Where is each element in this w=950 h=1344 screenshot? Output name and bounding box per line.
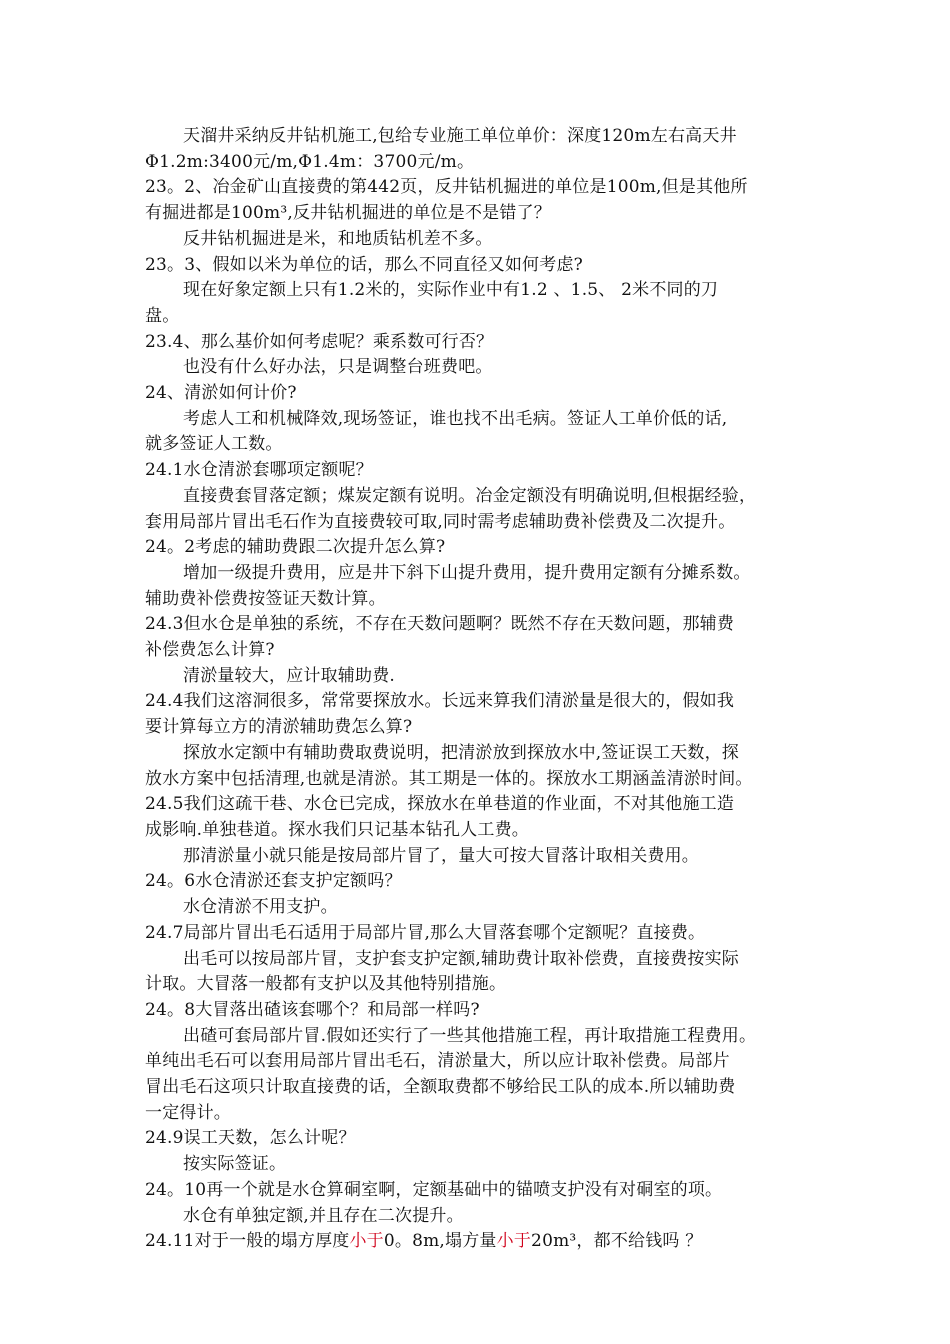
- text-line: 单纯出毛石可以套用局部片冒出毛石，清淤量大，所以应计取补偿费。局部片: [145, 1051, 730, 1072]
- answer-line: 水仓清淤不用支护。: [183, 897, 338, 918]
- text-line: 计取。大冒落一般都有支护以及其他特别措施。: [145, 974, 507, 995]
- text-line: 一定得计。: [145, 1102, 231, 1123]
- answer-line: 直接费套冒落定额；煤炭定额有说明。冶金定额没有明确说明,但根据经验，: [183, 485, 757, 506]
- text-line: 辅助费补偿费按签证天数计算。: [145, 588, 386, 609]
- text-segment: 0。8m,塌方量: [383, 1231, 497, 1252]
- text-line: 24。6水仓清淤还套支护定额吗？: [145, 871, 402, 892]
- answer-line: 水仓有单独定额,并且存在二次提升。: [183, 1205, 464, 1226]
- highlighted-text: 小于: [496, 1231, 532, 1252]
- text-line: 24.1水仓清淤套哪项定额呢？: [145, 460, 373, 481]
- answer-line: 天溜井采纳反井钻机施工,包给专业施工单位单价：深度120m左右高天井: [183, 126, 737, 146]
- answer-line: 现在好象定额上只有1.2米的，实际作业中有1.2 、1.5、 2米不同的刀: [183, 280, 719, 301]
- text-line: 成影响.单独巷道。探水我们只记基本钻孔人工费。: [145, 819, 530, 840]
- text-segment: 24.11对于一般的塌方厚度: [145, 1231, 350, 1252]
- text-line: 套用局部片冒出毛石作为直接费较可取,同时需考虑辅助费补偿费及二次提升。: [145, 511, 736, 532]
- text-line: 要计算每立方的清淤辅助费怎么算?: [145, 717, 413, 738]
- text-line: 23.4、那么基价如何考虑呢？乘系数可行否？: [145, 331, 494, 352]
- answer-line: 那清淤量小就只能是按局部片冒了，量大可按大冒落计取相关费用。: [183, 845, 699, 866]
- text-line: 24.3但水仓是单独的系统，不存在天数问题啊？既然不存在天数问题，那辅费: [145, 614, 735, 635]
- answer-line: 清淤量较大，应计取辅助费.: [183, 665, 396, 686]
- answer-line: 出毛可以按局部片冒，支护套支护定额,辅助费计取补偿费，直接费按实际: [183, 948, 740, 969]
- answer-line: 按实际签证。: [183, 1154, 287, 1175]
- text-line: 24。10再一个就是水仓算硐室啊，定额基础中的锚喷支护没有对硐室的项。: [145, 1179, 723, 1200]
- text-line: 24。8大冒落出碴该套哪个？和局部一样吗?: [145, 999, 480, 1020]
- text-line: 补偿费怎么计算?: [145, 640, 275, 661]
- document-body: [145, 124, 815, 1255]
- answer-line: 出碴可套局部片冒.假如还实行了一些其他措施工程，再计取措施工程费用。: [183, 1025, 757, 1046]
- text-line: 冒出毛石这项只计取直接费的话，全额取费都不够给民工队的成本.所以辅助费: [145, 1077, 736, 1098]
- text-line: 24。2考虑的辅助费跟二次提升怎么算?: [145, 537, 446, 558]
- text-line: 24.9误工天数，怎么计呢？: [145, 1128, 356, 1149]
- question-line-24-11: [145, 1229, 815, 1255]
- answer-line: 也没有什么好办法，只是调整台班费吧。: [183, 357, 493, 378]
- highlighted-text: 小于: [349, 1231, 384, 1252]
- text-line: 24、清淤如何计价?: [145, 383, 297, 404]
- answer-line: 探放水定额中有辅助费取费说明，把清淤放到探放水中,签证误工天数，探: [183, 742, 740, 763]
- text-line: 23。2、冶金矿山直接费的第442页，反井钻机掘进的单位是100m,但是其他所: [145, 177, 748, 198]
- text-line: 盘。: [145, 305, 180, 326]
- text-segment: 20m³，都不给钱吗 ？: [531, 1231, 703, 1252]
- text-line: 有掘进都是100m³,反井钻机掘进的单位是不是错了？: [145, 203, 551, 224]
- answer-line: 考虑人工和机械降效,现场签证，谁也找不出毛病。签证人工单价低的话,: [183, 408, 728, 429]
- text-line: 24.7局部片冒出毛石适用于局部片冒,那么大冒落套哪个定额呢？直接费。: [145, 922, 706, 943]
- text-line: 23。3、假如以米为单位的话，那么不同直径又如何考虑?: [145, 254, 583, 275]
- answer-line: 反井钻机掘进是米，和地质钻机差不多。: [183, 228, 493, 249]
- answer-line: 增加一级提升费用，应是井下斜下山提升费用，提升费用定额有分摊系数。: [183, 562, 751, 583]
- text-line: 放水方案中包括清理,也就是清淤。其工期是一体的。探放水工期涵盖清淤时间。: [145, 768, 753, 789]
- text-line: Φ1.2m:3400元/m,Φ1.4m：3700元/m。: [145, 151, 475, 172]
- text-line: 就多签证人工数。: [145, 434, 283, 455]
- text-line: 24.4我们这溶洞很多，常常要探放水。长远来算我们清淤量是很大的，假如我: [145, 691, 735, 712]
- text-line: 24.5我们这疏干巷、水仓已完成，探放水在单巷道的作业面，不对其他施工造: [145, 794, 735, 815]
